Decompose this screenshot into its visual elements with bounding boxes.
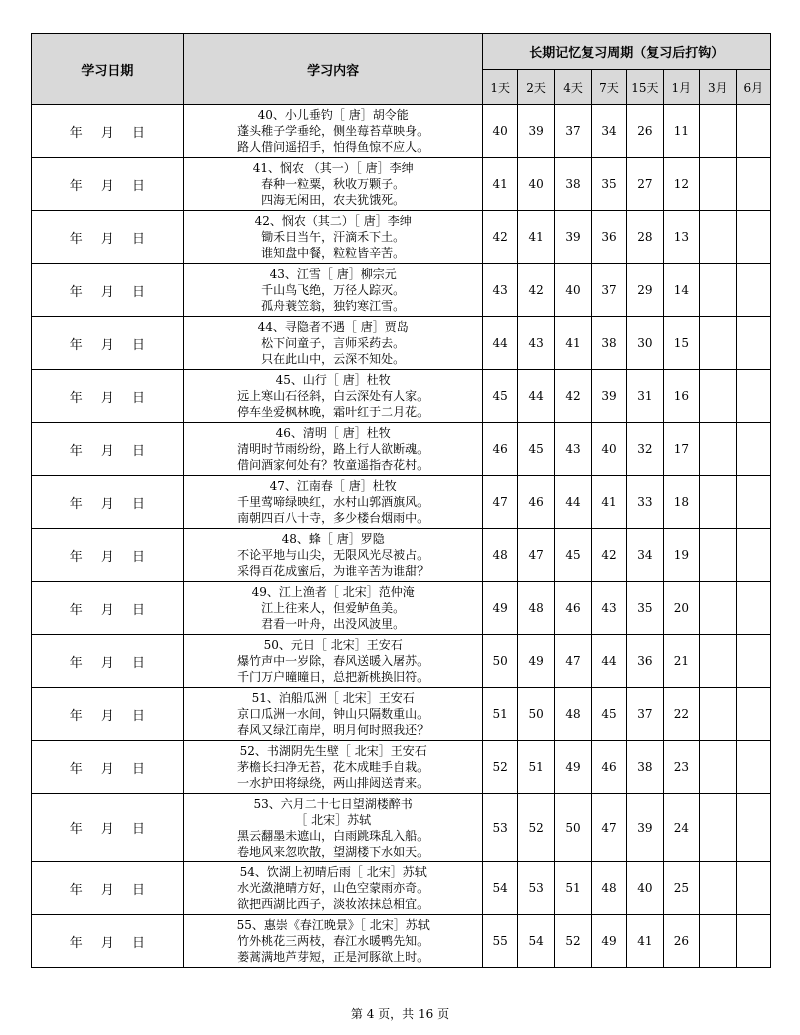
period-header: 1天 — [483, 70, 517, 105]
poem-line: 清明时节雨纷纷，路上行人欲断魂。 — [237, 442, 430, 456]
review-checkbox-cell[interactable]: 38 — [591, 317, 626, 370]
review-checkbox-cell[interactable]: 39 — [627, 794, 663, 862]
period-header: 3月 — [700, 70, 736, 105]
review-checkbox-cell[interactable]: 44 — [555, 476, 591, 529]
poem-title: 41、悯农 （其一）［ 唐］李绅 — [252, 161, 414, 175]
table-row — [32, 317, 771, 370]
table-row — [32, 862, 771, 915]
review-checkbox-cell[interactable] — [700, 529, 736, 582]
poem-line: 春种一粒粟，秋收万颗子。 — [261, 177, 406, 191]
study-date-cell: 年 月 日 — [32, 370, 184, 423]
poem-content-cell — [183, 264, 483, 317]
poem-line: 卷地风来忽吹散，望湖楼下水如天。 — [237, 844, 430, 859]
poem-line: 蒌蒿满地芦芽短，正是河豚欲上时。 — [237, 950, 430, 964]
review-checkbox-cell[interactable]: 41 — [517, 211, 554, 264]
review-checkbox-cell[interactable]: 28 — [627, 211, 663, 264]
review-checkbox-cell[interactable]: 34 — [627, 529, 663, 582]
review-checkbox-cell[interactable]: 50 — [555, 794, 591, 862]
poem-line: 不论平地与山尖，无限风光尽被占。 — [237, 548, 430, 562]
review-checkbox-cell[interactable] — [700, 476, 736, 529]
review-checkbox-cell[interactable] — [700, 264, 736, 317]
review-checkbox-cell[interactable]: 51 — [517, 741, 554, 794]
review-checkbox-cell[interactable] — [700, 862, 736, 915]
review-checkbox-cell[interactable]: 20 — [663, 582, 699, 635]
review-checkbox-cell[interactable]: 35 — [591, 158, 626, 211]
review-checkbox-cell[interactable]: 46 — [517, 476, 554, 529]
review-checkbox-cell[interactable]: 47 — [517, 529, 554, 582]
review-checkbox-cell[interactable]: 30 — [627, 317, 663, 370]
review-checkbox-cell[interactable]: 45 — [555, 529, 591, 582]
period-header: 4天 — [555, 70, 591, 105]
date-column-header: 学习日期 — [32, 34, 184, 105]
review-checkbox-cell[interactable]: 41 — [627, 915, 663, 968]
poem-title: 51、泊船瓜洲［ 北宋］王安石 — [251, 691, 415, 705]
review-checkbox-cell[interactable]: 48 — [483, 529, 517, 582]
review-checkbox-cell[interactable]: 34 — [591, 105, 626, 158]
poem-line: 松下问童子，言师采药去。 — [261, 336, 406, 350]
review-checkbox-cell[interactable]: 23 — [663, 741, 699, 794]
poem-line: 欲把西湖比西子，淡妆浓抹总相宜。 — [237, 897, 430, 911]
review-checkbox-cell[interactable]: 50 — [483, 635, 517, 688]
study-date-cell: 年 月 日 — [32, 211, 184, 264]
poem-content-cell — [183, 862, 483, 915]
review-checkbox-cell[interactable]: 40 — [555, 264, 591, 317]
study-date-cell: 年 月 日 — [32, 317, 184, 370]
review-checkbox-cell[interactable] — [700, 211, 736, 264]
review-checkbox-cell[interactable]: 45 — [483, 370, 517, 423]
review-checkbox-cell[interactable]: 42 — [483, 211, 517, 264]
review-checkbox-cell[interactable]: 45 — [591, 688, 626, 741]
poem-line: 春风又绿江南岸，明月何时照我还？ — [237, 723, 430, 737]
review-checkbox-cell[interactable]: 44 — [483, 317, 517, 370]
review-checkbox-cell[interactable]: 36 — [591, 211, 626, 264]
review-checkbox-cell[interactable] — [736, 862, 770, 915]
review-checkbox-cell[interactable]: 39 — [555, 211, 591, 264]
review-checkbox-cell[interactable]: 39 — [591, 370, 626, 423]
review-checkbox-cell[interactable] — [736, 794, 770, 862]
review-checkbox-cell[interactable]: 46 — [591, 741, 626, 794]
review-checkbox-cell[interactable]: 45 — [517, 423, 554, 476]
table-row — [32, 635, 771, 688]
review-checkbox-cell[interactable]: 41 — [591, 476, 626, 529]
poem-line: 谁知盘中餐，粒粒皆辛苦。 — [261, 246, 406, 260]
review-checkbox-cell[interactable]: 41 — [555, 317, 591, 370]
review-checkbox-cell[interactable] — [700, 105, 736, 158]
table-row — [32, 741, 771, 794]
poem-content-cell — [183, 582, 483, 635]
content-column-header: 学习内容 — [183, 34, 483, 105]
study-date-cell: 年 月 日 — [32, 915, 184, 968]
period-header: 1月 — [663, 70, 699, 105]
poem-line: 蓬头稚子学垂纶，侧坐莓苔草映身。 — [237, 124, 430, 138]
review-checkbox-cell[interactable] — [700, 582, 736, 635]
poem-content-cell — [183, 317, 483, 370]
study-date-cell: 年 月 日 — [32, 476, 184, 529]
review-checkbox-cell[interactable]: 43 — [517, 317, 554, 370]
review-checkbox-cell[interactable]: 49 — [517, 635, 554, 688]
poem-title: 45、山行［ 唐］杜牧 — [275, 373, 391, 387]
table-row — [32, 158, 771, 211]
poem-line: 京口瓜洲一水间，钟山只隔数重山。 — [237, 707, 430, 721]
poem-line: 茅檐长扫净无苔，花木成畦手自栽。 — [237, 760, 430, 774]
review-checkbox-cell[interactable]: 22 — [663, 688, 699, 741]
poem-line: ［ 北宋］苏轼 — [295, 812, 372, 827]
review-checkbox-cell[interactable]: 29 — [627, 264, 663, 317]
review-checkbox-cell[interactable]: 14 — [663, 264, 699, 317]
review-checkbox-cell[interactable]: 15 — [663, 317, 699, 370]
review-checkbox-cell[interactable]: 16 — [663, 370, 699, 423]
review-checkbox-cell[interactable]: 42 — [591, 529, 626, 582]
poem-title: 48、蜂［ 唐］罗隐 — [281, 532, 385, 546]
review-checkbox-cell[interactable] — [736, 915, 770, 968]
table-header — [32, 34, 771, 105]
review-checkbox-cell[interactable]: 47 — [555, 635, 591, 688]
study-date-cell: 年 月 日 — [32, 529, 184, 582]
table-row — [32, 688, 771, 741]
review-cycle-header: 长期记忆复习周期（复习后打钩） — [483, 34, 771, 70]
poem-title: 47、江南春［ 唐］杜牧 — [269, 479, 397, 493]
poem-content-cell — [183, 423, 483, 476]
poem-content-cell — [183, 635, 483, 688]
table-row — [32, 915, 771, 968]
review-checkbox-cell[interactable] — [700, 794, 736, 862]
study-date-cell: 年 月 日 — [32, 635, 184, 688]
poem-line: 南朝四百八十寺，多少楼台烟雨中。 — [237, 511, 430, 525]
review-checkbox-cell[interactable]: 43 — [591, 582, 626, 635]
review-checkbox-cell[interactable]: 40 — [483, 105, 517, 158]
review-checkbox-cell[interactable]: 53 — [517, 862, 554, 915]
poem-line: 江上往来人，但爱鲈鱼美。 — [261, 601, 406, 615]
poem-line: 千门万户曈曈日，总把新桃换旧符。 — [237, 670, 430, 684]
review-table — [31, 33, 771, 968]
review-checkbox-cell[interactable]: 21 — [663, 635, 699, 688]
review-checkbox-cell[interactable]: 53 — [483, 794, 517, 862]
study-date-cell: 年 月 日 — [32, 741, 184, 794]
review-checkbox-cell[interactable] — [736, 158, 770, 211]
review-checkbox-cell[interactable] — [736, 317, 770, 370]
review-checkbox-cell[interactable]: 36 — [627, 635, 663, 688]
review-checkbox-cell[interactable]: 25 — [663, 862, 699, 915]
review-checkbox-cell[interactable]: 46 — [555, 582, 591, 635]
review-checkbox-cell[interactable]: 46 — [483, 423, 517, 476]
period-header: 6月 — [736, 70, 770, 105]
table-body — [32, 105, 771, 968]
study-date-cell: 年 月 日 — [32, 105, 184, 158]
review-checkbox-cell[interactable] — [736, 105, 770, 158]
poem-line: 四海无闲田，农夫犹饿死。 — [261, 193, 406, 207]
table-row — [32, 529, 771, 582]
review-checkbox-cell[interactable]: 37 — [555, 105, 591, 158]
review-checkbox-cell[interactable]: 11 — [663, 105, 699, 158]
poem-content-cell — [183, 158, 483, 211]
review-checkbox-cell[interactable]: 26 — [663, 915, 699, 968]
poem-content-cell — [183, 794, 483, 862]
poem-line: 竹外桃花三两枝，春江水暖鸭先知。 — [237, 934, 430, 948]
table-row — [32, 423, 771, 476]
poem-line: 路人借问遥招手，怕得鱼惊不应人。 — [237, 140, 430, 154]
review-checkbox-cell[interactable] — [700, 688, 736, 741]
review-checkbox-cell[interactable]: 52 — [555, 915, 591, 968]
review-checkbox-cell[interactable]: 47 — [591, 794, 626, 862]
study-date-cell: 年 月 日 — [32, 264, 184, 317]
review-checkbox-cell[interactable]: 40 — [517, 158, 554, 211]
review-checkbox-cell[interactable] — [736, 688, 770, 741]
review-checkbox-cell[interactable]: 26 — [627, 105, 663, 158]
review-checkbox-cell[interactable]: 55 — [483, 915, 517, 968]
review-checkbox-cell[interactable] — [700, 741, 736, 794]
poem-content-cell — [183, 741, 483, 794]
review-checkbox-cell[interactable] — [736, 370, 770, 423]
period-header: 7天 — [591, 70, 626, 105]
review-checkbox-cell[interactable] — [700, 317, 736, 370]
review-checkbox-cell[interactable]: 51 — [483, 688, 517, 741]
review-checkbox-cell[interactable]: 51 — [555, 862, 591, 915]
poem-line: 只在此山中，云深不知处。 — [261, 352, 406, 366]
review-checkbox-cell[interactable] — [736, 211, 770, 264]
poem-line: 一水护田将绿绕，两山排闼送青来。 — [237, 776, 430, 790]
poem-line: 君看一叶舟，出没风波里。 — [261, 617, 406, 631]
review-checkbox-cell[interactable]: 17 — [663, 423, 699, 476]
poem-title: 52、书湖阴先生壁［ 北宋］王安石 — [239, 744, 427, 758]
review-checkbox-cell[interactable]: 50 — [517, 688, 554, 741]
review-checkbox-cell[interactable] — [700, 915, 736, 968]
review-checkbox-cell[interactable] — [736, 529, 770, 582]
poem-title: 55、惠崇《春江晚景》［ 北宋］苏轼 — [236, 918, 430, 932]
review-checkbox-cell[interactable]: 37 — [591, 264, 626, 317]
review-checkbox-cell[interactable]: 32 — [627, 423, 663, 476]
review-checkbox-cell[interactable]: 40 — [627, 862, 663, 915]
review-checkbox-cell[interactable]: 35 — [627, 582, 663, 635]
review-checkbox-cell[interactable]: 48 — [555, 688, 591, 741]
poem-content-cell — [183, 915, 483, 968]
review-checkbox-cell[interactable]: 48 — [591, 862, 626, 915]
review-checkbox-cell[interactable] — [700, 158, 736, 211]
study-date-cell: 年 月 日 — [32, 794, 184, 862]
review-checkbox-cell[interactable]: 49 — [591, 915, 626, 968]
review-checkbox-cell[interactable]: 43 — [483, 264, 517, 317]
poem-line: 远上寒山石径斜，白云深处有人家。 — [237, 389, 430, 403]
study-date-cell: 年 月 日 — [32, 688, 184, 741]
review-checkbox-cell[interactable]: 44 — [591, 635, 626, 688]
poem-title: 49、江上渔者［ 北宋］范仲淹 — [251, 585, 415, 599]
review-checkbox-cell[interactable]: 48 — [517, 582, 554, 635]
review-checkbox-cell[interactable]: 54 — [483, 862, 517, 915]
poem-line: 孤舟蓑笠翁，独钓寒江雪。 — [261, 299, 406, 313]
review-checkbox-cell[interactable] — [736, 582, 770, 635]
poem-line: 锄禾日当午，汗滴禾下土。 — [261, 230, 406, 244]
review-checkbox-cell[interactable]: 13 — [663, 211, 699, 264]
review-checkbox-cell[interactable]: 27 — [627, 158, 663, 211]
poem-line: 千山鸟飞绝，万径人踪灭。 — [261, 283, 406, 297]
table-row — [32, 370, 771, 423]
study-date-cell: 年 月 日 — [32, 423, 184, 476]
review-checkbox-cell[interactable]: 39 — [517, 105, 554, 158]
poem-title: 44、寻隐者不遇［ 唐］贾岛 — [257, 320, 409, 334]
review-checkbox-cell[interactable]: 43 — [555, 423, 591, 476]
review-checkbox-cell[interactable] — [700, 423, 736, 476]
review-checkbox-cell[interactable] — [736, 635, 770, 688]
poem-content-cell — [183, 105, 483, 158]
study-date-cell: 年 月 日 — [32, 862, 184, 915]
poem-content-cell — [183, 529, 483, 582]
table-row — [32, 211, 771, 264]
table-row — [32, 582, 771, 635]
review-checkbox-cell[interactable] — [736, 476, 770, 529]
review-checkbox-cell[interactable] — [736, 423, 770, 476]
review-checkbox-cell[interactable] — [700, 370, 736, 423]
period-header: 15天 — [627, 70, 663, 105]
review-checkbox-cell[interactable]: 38 — [555, 158, 591, 211]
poem-line: 停车坐爱枫林晚，霜叶红于二月花。 — [237, 405, 430, 419]
review-checkbox-cell[interactable]: 37 — [627, 688, 663, 741]
table-row — [32, 794, 771, 862]
review-checkbox-cell[interactable]: 52 — [517, 794, 554, 862]
poem-title: 40、小儿垂钓［ 唐］胡令能 — [257, 108, 409, 122]
review-checkbox-cell[interactable] — [736, 741, 770, 794]
review-checkbox-cell[interactable]: 41 — [483, 158, 517, 211]
review-checkbox-cell[interactable]: 33 — [627, 476, 663, 529]
poem-content-cell — [183, 688, 483, 741]
poem-title: 53、六月二十七日望湖楼醉书 — [253, 796, 413, 811]
study-date-cell: 年 月 日 — [32, 582, 184, 635]
review-checkbox-cell[interactable] — [736, 264, 770, 317]
review-checkbox-cell[interactable]: 40 — [591, 423, 626, 476]
review-checkbox-cell[interactable]: 42 — [555, 370, 591, 423]
poem-content-cell — [183, 211, 483, 264]
poem-title: 50、元日［ 北宋］王安石 — [263, 638, 403, 652]
table-row — [32, 264, 771, 317]
poem-title: 46、清明［ 唐］杜牧 — [275, 426, 391, 440]
poem-line: 千里莺啼绿映红，水村山郭酒旗风。 — [237, 495, 430, 509]
poem-line: 黑云翻墨未遮山，白雨跳珠乱入船。 — [237, 828, 430, 843]
poem-content-cell — [183, 370, 483, 423]
period-header: 2天 — [517, 70, 554, 105]
review-checkbox-cell[interactable]: 54 — [517, 915, 554, 968]
poem-title: 54、饮湖上初晴后雨［ 北宋］苏轼 — [239, 865, 427, 879]
poem-content-cell — [183, 476, 483, 529]
review-checkbox-cell[interactable]: 47 — [483, 476, 517, 529]
review-checkbox-cell[interactable]: 12 — [663, 158, 699, 211]
review-checkbox-cell[interactable]: 42 — [517, 264, 554, 317]
poem-title: 43、江雪［ 唐］柳宗元 — [269, 267, 397, 281]
review-checkbox-cell[interactable]: 44 — [517, 370, 554, 423]
review-checkbox-cell[interactable]: 31 — [627, 370, 663, 423]
poem-line: 爆竹声中一岁除，春风送暖入屠苏。 — [237, 654, 430, 668]
review-checkbox-cell[interactable]: 49 — [555, 741, 591, 794]
table-row — [32, 476, 771, 529]
study-date-cell: 年 月 日 — [32, 158, 184, 211]
page-number: 第 4 页，共 16 页 — [350, 1007, 450, 1021]
review-checkbox-cell[interactable]: 49 — [483, 582, 517, 635]
review-checkbox-cell[interactable]: 24 — [663, 794, 699, 862]
review-checkbox-cell[interactable]: 52 — [483, 741, 517, 794]
table-row — [32, 105, 771, 158]
review-checkbox-cell[interactable]: 19 — [663, 529, 699, 582]
poem-title: 42、悯农（其二）［ 唐］李绅 — [254, 214, 412, 228]
poem-line: 采得百花成蜜后，为谁辛苦为谁甜？ — [237, 564, 430, 578]
review-checkbox-cell[interactable]: 38 — [627, 741, 663, 794]
review-checkbox-cell[interactable]: 18 — [663, 476, 699, 529]
poem-line: 水光潋滟晴方好，山色空蒙雨亦奇。 — [237, 881, 430, 895]
review-checkbox-cell[interactable] — [700, 635, 736, 688]
poem-line: 借问酒家何处有？牧童遥指杏花村。 — [237, 458, 430, 472]
